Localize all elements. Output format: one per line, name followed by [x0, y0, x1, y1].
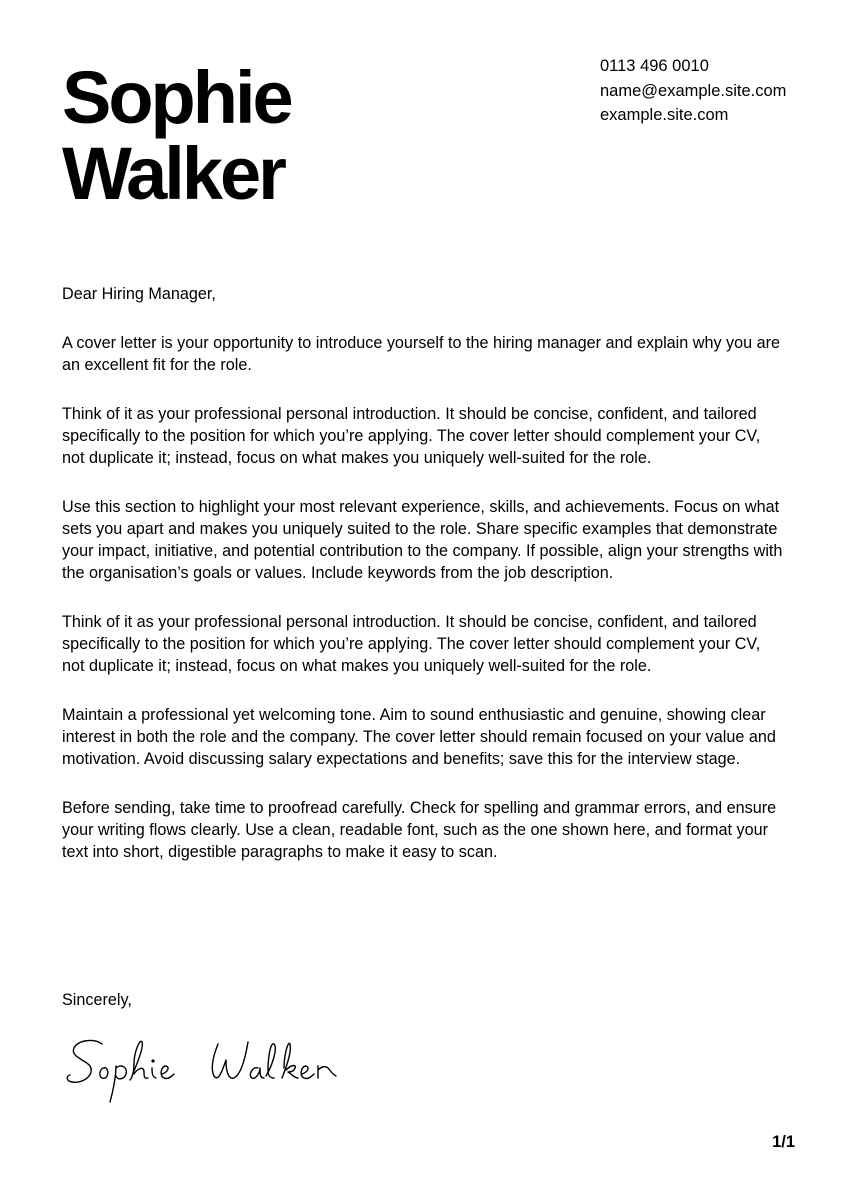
letter-paragraph: Think of it as your professional personal introduction. It should be concise, confident, and tailored specifically to the position for which you’re applying. The cover letter should complement your CV, not duplicate it; instead, focus on what makes you uniquely well-suited for the role.: [62, 405, 761, 467]
letter-body: [62, 283, 787, 890]
contact-block: [600, 54, 786, 128]
contact-website: example.site.com: [600, 106, 729, 124]
contact-phone: 0113 496 0010: [600, 57, 709, 75]
closing: Sincerely,: [62, 991, 132, 1009]
letter-paragraph: Think of it as your professional personal introduction. It should be concise, confident, and tailored specifically to the position for which you’re applying. The cover letter should complement your CV, not duplicate it; instead, focus on what makes you uniquely well-suited for the role.: [62, 613, 761, 675]
applicant-name: [62, 56, 291, 215]
contact-email: name@example.site.com: [600, 81, 787, 100]
letter-paragraph: Before sending, take time to proofread carefully. Check for spelling and grammar errors, and ensure your writing flows clearly. Use a clean, readable font, such as the one shown here, and format your text into short, digestible paragraphs to make it easy to scan.: [62, 799, 777, 861]
letter-paragraph: Use this section to highlight your most relevant experience, skills, and achievements. Focus on what sets you apart and makes you uniquely suited to the role. Share specific examples that demonstrate your impact, initiative, and potential contribution to the company. If possible, align your strengths with the organisation’s goals or values. Include keywords from the job description.: [62, 498, 783, 582]
salutation: Dear Hiring Manager,: [62, 285, 216, 303]
signature-image: [60, 1030, 400, 1110]
last-name: Walker: [62, 132, 284, 215]
first-name: Sophie: [62, 56, 291, 139]
letter-paragraph: Maintain a professional yet welcoming tone. Aim to sound enthusiastic and genuine, showing clear interest in both the role and the company. The cover letter should remain focused on your value and motivation. Avoid discussing salary expectations and benefits; save this for the interview stage.: [62, 706, 776, 768]
letter-paragraph: A cover letter is your opportunity to introduce yourself to the hiring manager and explain why you are an excellent fit for the role.: [62, 334, 781, 374]
page-number: 1/1: [772, 1133, 795, 1151]
